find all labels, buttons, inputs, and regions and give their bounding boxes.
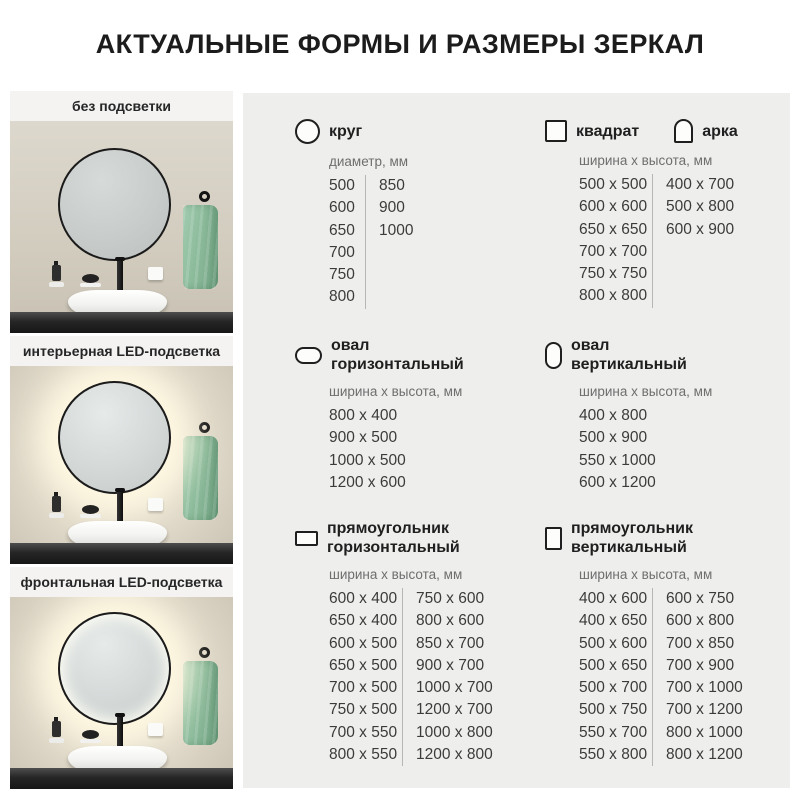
size-value: 400 x 650 — [579, 612, 648, 630]
size-columns — [329, 588, 493, 766]
card-label: интерьерная LED-подсветка — [10, 336, 233, 366]
size-value: 900 — [379, 199, 405, 217]
size-value: 750 x 500 — [329, 701, 398, 719]
wall-box — [148, 267, 163, 280]
round-mirror-frontal-lit — [58, 612, 171, 725]
size-value: 600 x 1200 — [579, 473, 656, 491]
section-subtitle: ширина x высота, мм — [579, 384, 713, 399]
counter-top — [10, 312, 233, 333]
section-circle — [295, 119, 413, 309]
size-value: 600 x 800 — [666, 612, 735, 630]
faucet — [117, 492, 123, 524]
arch-header — [674, 119, 738, 143]
section-rectangle-vertical — [545, 519, 743, 766]
size-list — [403, 588, 493, 766]
green-towel — [183, 661, 218, 745]
size-value: 800 x 1000 — [666, 723, 743, 741]
size-value: 1200 x 600 — [329, 473, 406, 491]
size-value: 500 x 800 — [666, 198, 735, 216]
size-value: 750 x 750 — [579, 265, 648, 283]
section-header — [295, 119, 413, 144]
size-list — [579, 405, 656, 494]
bathroom-photo-no-backlight — [10, 121, 233, 333]
size-value: 500 x 900 — [579, 429, 648, 447]
faucet — [117, 261, 123, 293]
counter-top — [10, 543, 233, 564]
soap-dish — [82, 730, 99, 739]
size-value: 900 x 700 — [416, 656, 485, 674]
size-value: 850 x 700 — [416, 634, 485, 652]
size-value: 700 x 850 — [666, 634, 735, 652]
title-line: горизонтальный — [327, 539, 460, 556]
title-line: прямоугольник — [571, 520, 693, 537]
size-list — [579, 174, 652, 308]
section-title — [571, 519, 693, 557]
size-value: 800 x 550 — [329, 746, 398, 764]
size-columns — [579, 588, 743, 766]
circle-icon — [295, 119, 320, 144]
faucet — [117, 717, 123, 749]
section-header — [295, 336, 464, 374]
size-value: 700 x 700 — [579, 242, 648, 260]
section-title — [327, 519, 460, 557]
title-line: горизонтальный — [331, 356, 464, 373]
section-subtitle: диаметр, мм — [329, 154, 409, 169]
size-value: 700 x 1000 — [666, 679, 743, 697]
size-value: 850 — [379, 177, 405, 194]
size-value: 400 x 800 — [579, 407, 648, 424]
title-line: вертикальный — [571, 356, 687, 373]
wall-box — [148, 498, 163, 511]
card-label: без подсветки — [10, 91, 233, 121]
section-rectangle-horizontal — [295, 519, 493, 766]
size-list — [329, 175, 365, 309]
size-value: 500 x 600 — [579, 634, 648, 652]
soap-dispenser — [52, 721, 61, 737]
content-area — [10, 91, 790, 789]
size-list — [329, 405, 406, 494]
section-subtitle: ширина x высота, мм — [329, 567, 463, 582]
towel-ring — [199, 191, 210, 202]
size-value: 700 x 550 — [329, 723, 398, 741]
size-value: 1000 x 500 — [329, 451, 406, 469]
section-subtitle: ширина x высота, мм — [579, 567, 713, 582]
size-value: 900 x 500 — [329, 429, 398, 447]
soap-dish — [82, 274, 99, 283]
oval-vertical-icon — [545, 342, 562, 369]
section-header — [545, 336, 712, 374]
bathroom-photo-frontal-led — [10, 597, 233, 789]
size-value: 1200 x 800 — [416, 746, 493, 764]
size-value: 500 x 650 — [579, 656, 648, 674]
card-interior-led — [10, 336, 233, 564]
size-value: 550 x 800 — [579, 746, 648, 764]
section-oval-horizontal — [295, 336, 464, 494]
card-no-backlight — [10, 91, 233, 333]
bathroom-photo-interior-led — [10, 366, 233, 564]
size-value: 600 — [329, 199, 355, 217]
size-value: 600 x 900 — [666, 220, 735, 238]
size-value: 600 x 400 — [329, 590, 398, 607]
square-icon — [545, 120, 567, 142]
size-value: 800 x 400 — [329, 407, 398, 424]
size-list — [366, 175, 413, 309]
section-square-arch — [545, 119, 738, 308]
card-frontal-led — [10, 567, 233, 789]
section-title: круг — [329, 123, 363, 140]
green-towel — [183, 436, 218, 520]
counter-top — [10, 768, 233, 789]
title-line: вертикальный — [571, 539, 687, 556]
size-list — [329, 588, 402, 766]
size-value: 600 x 750 — [666, 590, 735, 607]
size-value: 1000 x 700 — [416, 679, 493, 697]
section-title — [571, 336, 687, 374]
size-value: 500 x 750 — [579, 701, 648, 719]
section-header — [545, 519, 743, 557]
size-value: 1000 x 800 — [416, 723, 493, 741]
oval-horizontal-icon — [295, 347, 322, 364]
size-value: 550 x 1000 — [579, 451, 656, 469]
section-subtitle: ширина x высота, мм — [579, 153, 713, 168]
round-mirror-backlit — [58, 381, 171, 494]
size-value: 500 x 500 — [579, 176, 648, 193]
size-value: 650 x 500 — [329, 656, 398, 674]
wall-box — [148, 723, 163, 736]
size-columns — [579, 405, 712, 494]
size-value: 700 — [329, 243, 355, 261]
card-label: фронтальная LED-подсветка — [10, 567, 233, 597]
sizes-panel — [243, 93, 790, 788]
section-oval-vertical — [545, 336, 712, 494]
size-value: 500 x 700 — [579, 679, 648, 697]
section-header — [295, 519, 493, 557]
rectangle-horizontal-icon — [295, 531, 318, 546]
square-header — [545, 120, 639, 142]
mirror-photo-column — [10, 91, 233, 789]
section-title: арка — [702, 122, 738, 140]
size-value: 400 x 700 — [666, 176, 735, 193]
size-value: 750 x 600 — [416, 590, 485, 607]
title-line: овал — [571, 337, 610, 354]
title-line: овал — [331, 337, 370, 354]
size-value: 800 x 1200 — [666, 746, 743, 764]
size-value: 700 x 500 — [329, 679, 398, 697]
size-value: 650 — [329, 221, 355, 239]
section-title: квадрат — [576, 122, 640, 140]
section-subtitle: ширина x высота, мм — [329, 384, 463, 399]
round-mirror — [58, 148, 171, 261]
size-value: 600 x 500 — [329, 634, 398, 652]
size-value: 800 x 800 — [579, 287, 648, 305]
rectangle-vertical-icon — [545, 527, 562, 550]
size-value: 700 x 1200 — [666, 701, 743, 719]
size-value: 650 x 400 — [329, 612, 398, 630]
soap-dispenser — [52, 265, 61, 281]
size-columns — [579, 174, 738, 308]
green-towel — [183, 205, 218, 289]
towel-ring — [199, 647, 210, 658]
size-value: 600 x 600 — [579, 198, 648, 216]
size-value: 500 — [329, 177, 355, 194]
size-value: 800 — [329, 288, 355, 306]
title-line: прямоугольник — [327, 520, 449, 537]
page-title: АКТУАЛЬНЫЕ ФОРМЫ И РАЗМЕРЫ ЗЕРКАЛ — [95, 29, 705, 59]
size-value: 650 x 650 — [579, 220, 648, 238]
arch-icon — [674, 119, 693, 143]
size-value: 1200 x 700 — [416, 701, 493, 719]
size-list — [579, 588, 652, 766]
size-list — [653, 588, 743, 766]
section-header — [545, 119, 738, 143]
size-value: 700 x 900 — [666, 656, 735, 674]
section-title — [331, 336, 464, 374]
size-value: 1000 — [379, 221, 414, 239]
size-list — [653, 174, 734, 308]
size-columns — [329, 175, 413, 309]
size-columns — [329, 405, 464, 494]
soap-dispenser — [52, 496, 61, 512]
size-value: 550 x 700 — [579, 723, 648, 741]
size-value: 800 x 600 — [416, 612, 485, 630]
size-value: 400 x 600 — [579, 590, 648, 607]
soap-dish — [82, 505, 99, 514]
towel-ring — [199, 422, 210, 433]
size-value: 750 — [329, 266, 355, 284]
